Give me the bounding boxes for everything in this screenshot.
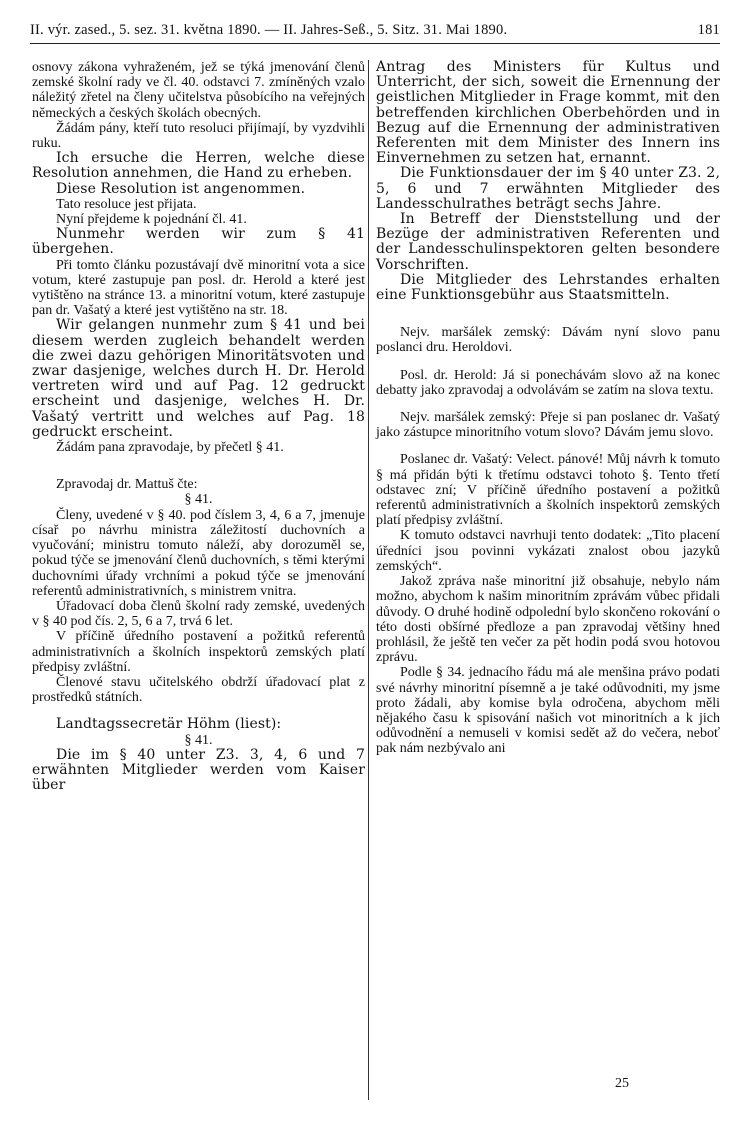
paragraph: Při tomto článku pozustávají dvě minoritní vota a sice votum, které zastupuje pan posl. dr. Herold a které jest vytištěno na stránce 13. a minoritní votum, které zastupuje pan dr. Vašatý a které jest vytištěno na str. 18.	[32, 257, 365, 319]
section-heading: § 41.	[184, 732, 213, 748]
paragraph: Die im § 40 unter Z3. 3, 4, 6 und 7 erwähnten Mitglieder werden vom Kaiser über	[32, 746, 365, 794]
paragraph: In Betreff der Dienststellung und der Bezüge der administrativen Referenten und der Landesschulinspektoren gelten besondere Vorschriften.	[376, 211, 720, 273]
speaker-paragraph: Posl. dr. Herold: Já si ponechávám slovo až na konec debatty jako zpravodaj a odvolávám se zatím na slova textu.	[376, 367, 720, 398]
paragraph: osnovy zákona vyhraženém, jež se týká jmenování členů zemské školní rady ve čl. 40. odstavci 7. zmíněných vzalo náležitý zřetel na členy učitelstva působícího na veřejných německých a českých školách obecných.	[32, 60, 365, 121]
left-column	[32, 60, 365, 793]
paragraph: Úřadovací doba členů školní rady zemské, uvedených v § 40 pod čís. 2, 5, 6 a 7, trvá 6 let.	[32, 598, 365, 630]
paragraph: Členové stavu učitelského obdrží úřadovací plat z prostředků státních.	[32, 674, 365, 706]
paragraph: Diese Resolution ist angenommen.	[56, 180, 306, 197]
paragraph: Wir gelangen nunmehr zum § 41 und bei diesem werden zugleich behandelt werden die zwei dazu gehörigen Minoritätsvoten und zwar dasjenige, welches durch H. Dr. Herold vertreten wird und auf Pag. 12 gedruckt erscheint und dasjenige, welches H. Dr. Vašatý vertritt und welches auf Pag. 18 gedruckt erscheint.	[32, 317, 365, 440]
speaker-line: Landtagssecretär Höhm (liest):	[56, 716, 282, 733]
paragraph: Tato resoluce jest přijata.	[56, 196, 197, 212]
paragraph: Die Funktionsdauer der im § 40 unter Z3. 2, 5, 6 und 7 erwähnten Mitglieder des Landesschulrathes beträgt sechs Jahre.	[376, 165, 720, 212]
section-heading: § 41.	[184, 492, 213, 508]
paragraph: Antrag des Ministers für Kultus und Unterricht, der sich, soweit die Ernennung der geistlichen Mitglieder in Frage kommt, mit den betreffenden kirchlichen Oberbehörden und in Bezug auf die Ernennung der administrativen Referenten mit dem Minister des Innern ins Einvernehmen zu setzen hat, ernannt.	[376, 59, 720, 167]
right-column	[376, 60, 720, 757]
speaker-line: Zpravodaj dr. Mattuš čte:	[56, 477, 198, 493]
speaker-paragraph: Nejv. maršálek zemský: Dávám nyní slovo panu poslanci dru. Heroldovi.	[376, 325, 720, 356]
paragraph: Žádám pány, kteří tuto resoluci přijímají, by vyzdvihli ruku.	[32, 120, 365, 152]
paragraph: K tomuto odstavci navrhuji tento dodatek: „Tito placení úředníci jsou povinni vykázati znalost obou jazyků zemských“.	[376, 528, 720, 574]
speaker-paragraph: Nejv. maršálek zemský: Přeje si pan poslanec dr. Vašatý jako zástupce minoritního votum slovo? Dávám jemu slovo.	[376, 410, 720, 441]
paragraph: Ich ersuche die Herren, welche diese Resolution annehmen, die Hand zu erheben.	[32, 150, 365, 182]
header-page-number: 181	[697, 22, 720, 38]
paragraph: Členy, uvedené v § 40. pod číslem 3, 4, 6 a 7, jmenuje císař po návrhu ministra záležitostí duchovních a vyučování; ministru tomuto náleží, aby dorozuměl se, pokud týče se jmenování členů duchovních, s těmi kterými duchovními úřady vrchními a pokud týče se jmenování referentů administrativních, s ministrem vnitra.	[32, 507, 365, 599]
header-rule	[30, 43, 720, 44]
paragraph: Jakož zpráva naše minoritní již obsahuje, nebylo nám možno, abychom k našim minoritním zprávám vůbec přidali důvody. O druhé hodině odpolední bylo skončeno rokování o této dosti obšírné předloze a pan zpravodaj většiny hned prohlásil, že ještě ten večer za pět hodin podá svou hotovou zprávu.	[376, 574, 720, 666]
speaker-paragraph: Poslanec dr. Vašatý: Velect. pánové! Můj návrh k tomuto § má přidán býti k třetímu odstavci tohoto §. Tento třetí odstavec zní; V příčině úředního postavení a požitků referentů administrativních a školních inspektorů zemských platí předpisy zvláštní.	[376, 452, 720, 529]
paragraph: Nunmehr werden wir zum § 41 übergehen.	[32, 226, 365, 258]
paragraph: Nyní přejdeme k pojednání čl. 41.	[56, 212, 247, 228]
signature-mark: 25	[615, 1076, 629, 1091]
column-divider	[368, 60, 369, 1100]
paragraph: Žádám pana zpravodaje, by přečetl § 41.	[56, 440, 284, 456]
running-header	[30, 18, 720, 46]
paragraph: Die Mitglieder des Lehrstandes erhalten eine Funktionsgebühr aus Staatsmitteln.	[376, 271, 720, 304]
header-title: II. výr. zased., 5. sez. 31. května 1890. — II. Jahres-Seß., 5. Sitz. 31. Mai 1890.	[30, 22, 508, 38]
paragraph: Podle § 34. jednacího řádu má ale menšina právo podati své návrhy minoritní písemně a je také odůvodniti, my jsme proto žádali, aby komise byla odročena, abychom měli nějakého času k spisování našich vot minoritních a k jich odůvodnění a nemuseli v komisi sedět až do večera, neboť pak nám nezbývalo ani	[376, 665, 720, 757]
paragraph: V příčině úředního postavení a požitků referentů administrativních a školních inspektorů zemských platí předpisy zvláštní.	[32, 629, 365, 675]
